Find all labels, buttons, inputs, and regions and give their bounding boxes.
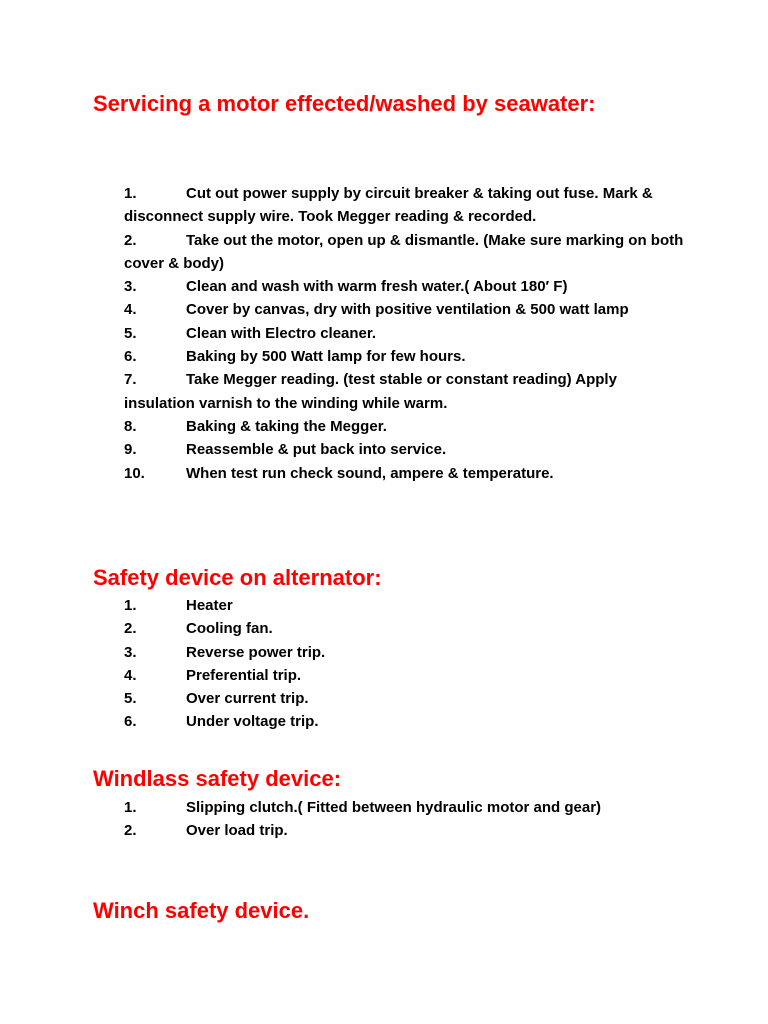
- list-item: [124, 368, 684, 415]
- item-number: 4.: [124, 666, 137, 684]
- list-item: [124, 594, 684, 617]
- item-number: 10.: [124, 464, 145, 482]
- item-number: 2.: [124, 231, 137, 249]
- item-number: 3.: [124, 278, 137, 296]
- motor-servicing-steps: [124, 182, 684, 485]
- item-text: Cooling fan.: [186, 620, 273, 638]
- item-text: Reassemble & put back into service.: [186, 441, 447, 459]
- item-number: 5.: [124, 690, 137, 708]
- list-item: [124, 345, 684, 368]
- item-number: 2.: [124, 822, 137, 840]
- item-text: Take Megger reading. (test stable or constant reading) Apply insulation varnish to the winding while warm.: [124, 371, 617, 412]
- item-text: Clean with Electro cleaner.: [186, 324, 377, 342]
- item-number: 2.: [124, 620, 137, 638]
- item-text: Baking & taking the Megger.: [186, 417, 387, 435]
- item-text: Cover by canvas, dry with positive ventilation & 500 watt lamp: [186, 301, 629, 319]
- alternator-safety-list: [124, 594, 684, 734]
- list-item: [124, 322, 684, 345]
- item-text: Take out the motor, open up & dismantle. (Make sure marking on both cover & body): [124, 231, 684, 272]
- item-text: When test run check sound, ampere & temperature.: [186, 464, 554, 482]
- item-text: Preferential trip.: [186, 666, 302, 684]
- list-item: [124, 687, 684, 710]
- item-text: Cut out power supply by circuit breaker & taking out fuse. Mark & disconnect supply wire. Took Megger reading & recorded.: [124, 185, 653, 226]
- section-heading-alternator-safety: Safety device on alternator:: [93, 565, 382, 590]
- section-heading-winch-safety: Winch safety device.: [93, 898, 310, 923]
- item-text: Slipping clutch.( Fitted between hydraulic motor and gear): [186, 799, 602, 816]
- item-number: 7.: [124, 371, 137, 389]
- list-item: [124, 664, 684, 687]
- item-number: 6.: [124, 348, 137, 366]
- list-item: [124, 819, 684, 842]
- list-item: [124, 617, 684, 640]
- list-item: [124, 438, 684, 461]
- item-number: 6.: [124, 713, 137, 731]
- list-item: [124, 298, 684, 321]
- item-number: 1.: [124, 597, 137, 614]
- item-number: 4.: [124, 301, 137, 319]
- windlass-safety-list: [124, 796, 684, 843]
- list-item: [124, 710, 684, 733]
- list-item: [124, 796, 684, 819]
- item-text: Over load trip.: [186, 822, 288, 840]
- list-item: [124, 182, 684, 229]
- list-item: [124, 229, 684, 276]
- item-number: 1.: [124, 185, 137, 202]
- item-number: 8.: [124, 417, 137, 435]
- section-heading-motor-servicing: Servicing a motor effected/washed by seawater:: [93, 91, 596, 116]
- item-number: 5.: [124, 324, 137, 342]
- list-item: [124, 641, 684, 664]
- item-number: 9.: [124, 441, 137, 459]
- item-text: Over current trip.: [186, 690, 309, 708]
- list-item: [124, 462, 684, 485]
- item-text: Heater: [186, 597, 233, 614]
- item-text: Under voltage trip.: [186, 713, 319, 731]
- item-text: Reverse power trip.: [186, 643, 326, 661]
- item-number: 3.: [124, 643, 137, 661]
- section-heading-windlass-safety: Windlass safety device:: [93, 766, 342, 791]
- list-item: [124, 275, 684, 298]
- item-text: Clean and wash with warm fresh water.( About 180′ F): [186, 278, 568, 296]
- list-item: [124, 415, 684, 438]
- item-text: Baking by 500 Watt lamp for few hours.: [186, 348, 466, 366]
- item-number: 1.: [124, 799, 137, 816]
